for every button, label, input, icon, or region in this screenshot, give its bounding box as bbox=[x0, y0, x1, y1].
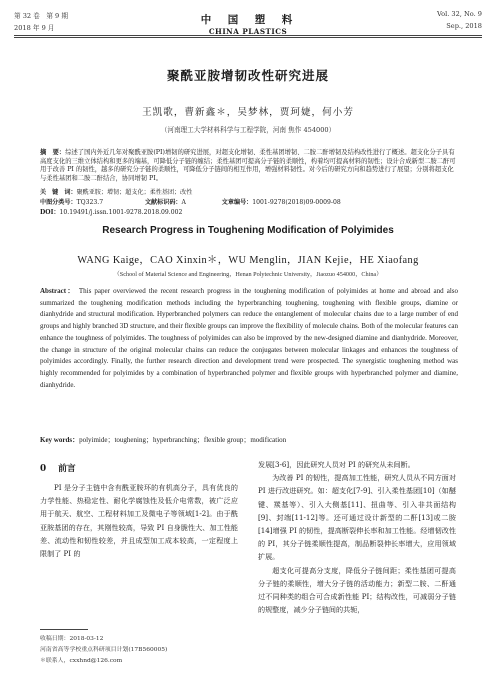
abstract-cn bbox=[40, 149, 458, 183]
abstract-cn-text: 综述了国内外近几年对聚酰亚胺(PI)增韧的研究进展，对超支化增韧、柔性基团增韧、二胺二酐增韧及结构改性进行了概述。超支化分子具有高度支化的三维立体结构和更多的端基，可降低分子链的缠结；柔性基团可提高分子链的柔顺性，构着均可提高材料的韧性；设计合成新型二胺二酐可用于改善 PI 的韧性，越多的研究分子链的柔顺性，可降低分子链间的相互作用，增强材料韧性。对今后的研究方向和趋势进行了展望；分别将超支化与柔性基团和二胺二酐结合，协同增韧 PI。 bbox=[40, 149, 456, 182]
keywords-cn bbox=[40, 187, 458, 196]
abstract-en bbox=[40, 286, 458, 391]
body-left-column bbox=[40, 481, 238, 560]
classification-row bbox=[40, 197, 458, 206]
article-number-value: 1001-9278(2018)09-0009-08 bbox=[252, 199, 341, 206]
doi-label: DOI： bbox=[40, 209, 60, 216]
keywords-en-text: polyimide；toughening；hyperbranching；flexible group；modification bbox=[79, 436, 287, 444]
body-right-paragraph-3-text: 超支化可提高分支度，降低分子链间距；柔性基团可提高分子链的柔顺性，增大分子链的活动能力；新型二胺、二酐通过不同种类的组合可合成新性能 PI；结构改性，可减弱分子链的规整度，减少分子链间的共轭， bbox=[258, 565, 456, 615]
clc-value: TQ323.7 bbox=[76, 199, 104, 206]
doi-row bbox=[40, 207, 458, 216]
body-right-paragraph-3 bbox=[258, 564, 456, 617]
footnote-received: 收稿日期：2018-03-12 bbox=[40, 636, 104, 642]
article-title-cn: 聚酰亚胺增韧改性研究进展 bbox=[166, 68, 329, 83]
article-title-en: Research Progress in Toughening Modification of Polyimides bbox=[102, 225, 394, 236]
doc-code-value: A bbox=[181, 199, 186, 206]
footnote-fund: 河南省高等学校重点科研项目计划(17B560005) bbox=[40, 647, 168, 653]
abstract-en-text: This paper overviewed the recent research progress in the toughening modification of polyimides at home and abroad and also summarized the toughening modification methods including the hyperbranching toughening, toughening with flexible groups, diamine or dianhydride and structural modification. Hyperbranched polymers can reduce the entanglement of molecular chains due to a large number of end groups and highly branched 3D structure, and their flexible groups can improve the flexibility of molecule chains. Both of the molecular features can enhance the toughness of polyimides. The toughness of polyimides can also be improved by the new-designed diamine and dianhydride. Moreover, the change in structure of the original molecular chains can reduce the conjugates between molecular linkages and enhances the toughness of polyimides accordingly. Finally, the further research direction and development trend were prospected. The synergistic toughening method was highly recommended for polyimides by a combination of hyperbranched polymer and flexible groups with hyperbranched polymer and diamine, dianhydride. bbox=[40, 287, 458, 389]
keywords-en-label: Key words： bbox=[40, 436, 80, 444]
journal-name-en: CHINA PLASTICS bbox=[208, 27, 288, 36]
doi-value[interactable]: 10.19491/j.issn.1001-9278.2018.09.002 bbox=[59, 209, 183, 216]
header-volume-en: Vol. 32, No. 9 bbox=[436, 10, 482, 18]
article-number-label: 文章编号： bbox=[221, 199, 253, 206]
footnote-contact: ＊联系人，cxxhnd@126.com bbox=[40, 658, 123, 664]
section-number: 0 bbox=[40, 464, 47, 474]
keywords-cn-text: 聚酰亚胺；增韧；超支化；柔性基团；改性 bbox=[76, 189, 193, 196]
journal-name-cn: 中 国 塑 料 bbox=[200, 14, 296, 26]
body-right-paragraph-2-text: 为改善 PI 的韧性，提高加工性能，研究人员从不同方面对 PI 进行改进研究。如：超支化[7-9]、引入柔性基团[10]（如醚键、羰基等）、引入大侧基[11]、扭曲等、引入非共面结构[9]、封端[11-12]等。还可通过设计新型的二酐[13]或二胺[14]增强 PI 的韧性，提高断裂伸长率和加工性能。经增韧改性的 PI，其分子链柔顺性提高，制品断裂伸长率增大，应用领域扩展。 bbox=[258, 473, 456, 562]
header-date-en: Sep., 2018 bbox=[446, 22, 482, 30]
body-left-paragraph: PI 是分子主链中含有酰亚胺环的有机高分子，具有优良的力学性能、热稳定性、耐化学腐蚀性及低介电常数，被广泛应用于航天、航空、工程材料加工及微电子等领域[1-2]。由于酰亚胺基团的存在，其刚性较高，导致 PI 自身脆性大、加工性能差、流动性和韧性较差，并且成型加工成本较高，一定程度上限制了 PI 的 bbox=[40, 483, 238, 559]
section-title: 前言 bbox=[58, 464, 76, 474]
section-heading bbox=[40, 461, 76, 474]
affiliation-cn: （河南理工大学材料科学与工程学院，河南 焦作 454000） bbox=[160, 126, 336, 134]
header-rule bbox=[14, 35, 482, 36]
abstract-cn-label: 摘 要： bbox=[40, 149, 66, 156]
doc-code-label: 文献标识码： bbox=[144, 199, 182, 206]
body-right-paragraph-1: 发展[3-6]，因此研究人员对 PI 的研究从未间断。 bbox=[258, 460, 415, 469]
header-volume-cn: 第 32 卷 第 9 期 bbox=[14, 12, 68, 20]
abstract-en-label: Abstract： bbox=[40, 287, 76, 295]
header-rule-2 bbox=[14, 37, 482, 38]
keywords-en bbox=[40, 435, 458, 445]
authors-cn: 王凯歌，曹新鑫＊，吴梦林，贾珂婕，何小芳 bbox=[142, 107, 354, 118]
body-right-paragraph-2 bbox=[258, 471, 456, 563]
footnote-rule bbox=[40, 629, 88, 630]
clc-label: 中图分类号： bbox=[40, 199, 77, 206]
keywords-cn-label: 关 键 词： bbox=[40, 189, 77, 196]
header-date-cn: 2018 年 9 月 bbox=[14, 24, 55, 32]
body-right-column bbox=[258, 458, 456, 616]
authors-en: WANG Kaige，CAO Xinxin＊，WU Menglin，JIAN Kejie，HE Xiaofang bbox=[77, 255, 419, 266]
affiliation-en: （School of Material Science and Engineering，Henan Polytechnic University，Jiaozuo 454000，China） bbox=[113, 271, 383, 278]
